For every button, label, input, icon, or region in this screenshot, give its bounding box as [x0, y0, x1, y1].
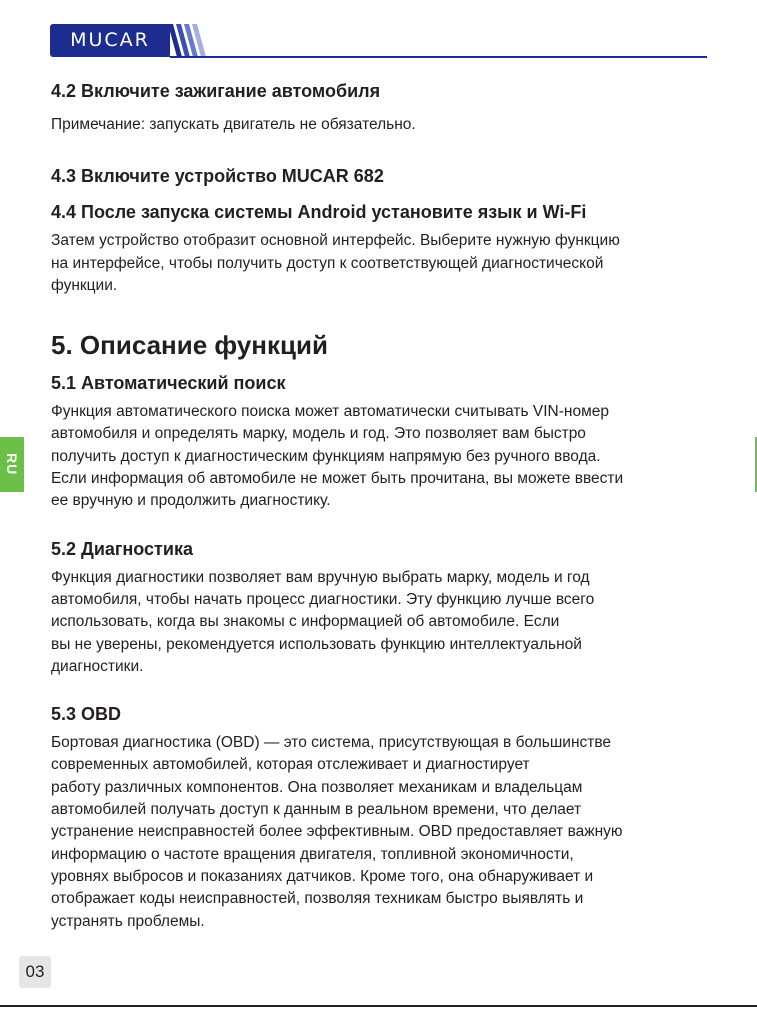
section-5-3-title: 5.3 OBD — [51, 704, 122, 725]
page-number: 03 — [19, 956, 51, 988]
paragraph-line: на интерфейсе, чтобы получить доступ к соответствующей диагностической — [51, 254, 604, 272]
paragraph-line: работу различных компонентов. Она позволяет механикам и владельцам — [51, 778, 583, 796]
paragraph-line: функции. — [51, 276, 118, 294]
paragraph-line: современных автомобилей, которая отслеживает и диагностирует — [51, 756, 530, 774]
section-4-2-note: Примечание: запускать двигатель не обязательно. — [51, 116, 416, 133]
paragraph-line: Бортовая диагностика (OBD) — это система, присутствующая в большинстве — [51, 734, 612, 752]
paragraph-line: диагностики. — [51, 657, 144, 675]
section-5-2-body — [51, 567, 711, 678]
logo-stripes-icon — [168, 24, 214, 57]
paragraph-line: уровнях выбросов и показаниях датчиков. Кроме того, она обнаруживает и — [51, 867, 594, 885]
section-5-1-title: 5.1 Автоматический поиск — [51, 373, 286, 394]
footer-rule — [0, 1005, 757, 1007]
paragraph-line: Затем устройство отобразит основной интерфейс. Выберите нужную функцию — [51, 232, 620, 250]
section-5-2-title: 5.2 Диагностика — [51, 538, 193, 559]
section-4-4-title: 4.4 После запуска системы Android установите язык и Wi-Fi — [51, 202, 587, 223]
paragraph-line: информацию о частоте вращения двигателя, топливной экономичности, — [51, 845, 574, 863]
paragraph-line: отображает коды неисправностей, позволяя техникам быстро выявлять и — [51, 890, 584, 908]
paragraph-line: устранять проблемы. — [51, 912, 205, 930]
paragraph-line: использовать, когда вы знакомы с информацией об автомобиле. Если — [51, 613, 560, 631]
paragraph-line: Функция диагностики позволяет вам вручную выбрать марку, модель и год — [51, 568, 590, 586]
section-5-title: 5. Описание функций — [51, 330, 328, 361]
section-4-4-body — [51, 230, 711, 297]
section-5-3-body — [51, 732, 711, 933]
paragraph-line: автомобилей получать доступ к данным в реальном времени, что делает — [51, 801, 582, 819]
paragraph-line: Если информация об автомобиле не может быть прочитана, вы можете ввести — [51, 470, 624, 488]
section-5-1-body — [51, 401, 711, 512]
language-tab-label: RU — [4, 453, 20, 476]
paragraph-line: Функция автоматического поиска может автоматически считывать VIN-номер — [51, 403, 609, 421]
paragraph-line: устранение неисправностей более эффективным. OBD предоставляет важную — [51, 823, 623, 841]
header-rule — [170, 56, 707, 58]
page-content — [51, 78, 711, 933]
paragraph-line: вы не уверены, рекомендуется использовать функцию интеллектуальной — [51, 635, 582, 653]
paragraph-line: автомобиля и определять марку, модель и год. Это позволяет вам быстро — [51, 425, 586, 443]
brand-logo-text: MUCAR — [70, 29, 150, 51]
section-4-3-title: 4.3 Включите устройство MUCAR 682 — [51, 166, 384, 187]
paragraph-line: автомобиля, чтобы начать процесс диагностики. Эту функцию лучше всего — [51, 590, 595, 608]
page-header — [50, 24, 707, 58]
section-4-2-title: 4.2 Включите зажигание автомобиля — [51, 81, 381, 101]
paragraph-line: получить доступ к диагностическим функциям напрямую без ручного ввода. — [51, 447, 601, 465]
paragraph-line: ее вручную и продолжить диагностику. — [51, 492, 331, 510]
